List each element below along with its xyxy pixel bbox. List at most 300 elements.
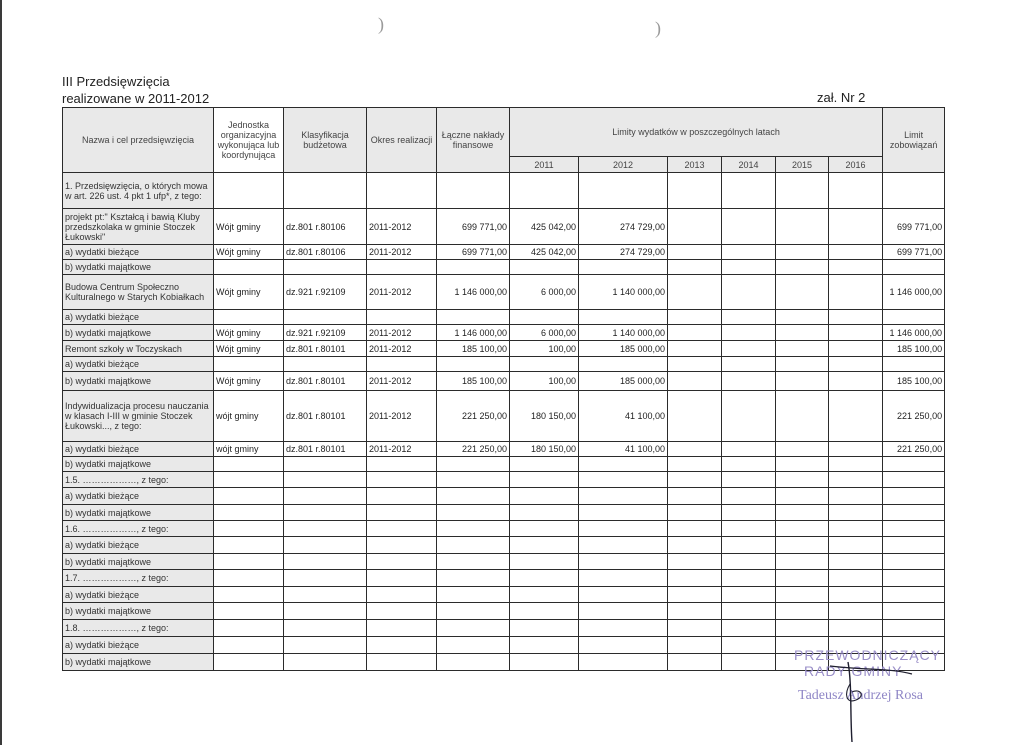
row-classification xyxy=(284,537,367,554)
row-period: 2011-2012 xyxy=(367,209,437,245)
row-classification xyxy=(284,570,367,587)
row-classification xyxy=(284,505,367,521)
row-name: b) wydatki majątkowe xyxy=(63,603,214,620)
row-limit-2016 xyxy=(829,570,883,587)
row-limit-2014 xyxy=(722,457,776,472)
row-unit xyxy=(214,620,284,637)
row-total xyxy=(437,260,510,275)
row-total xyxy=(437,620,510,637)
row-period: 2011-2012 xyxy=(367,341,437,357)
row-limit-2012: 274 729,00 xyxy=(579,245,668,260)
row-name: 1.8. ………………, z tego: xyxy=(63,620,214,637)
col-header-period: Okres realizacji xyxy=(367,108,437,173)
row-commitment: 1 146 000,00 xyxy=(883,275,945,310)
table-body xyxy=(63,173,945,671)
row-limit-2016 xyxy=(829,310,883,325)
row-classification xyxy=(284,637,367,654)
row-limit-2012 xyxy=(579,310,668,325)
attachment-number: zał. Nr 2 xyxy=(817,90,866,105)
row-total: 1 146 000,00 xyxy=(437,325,510,341)
row-limit-2011 xyxy=(510,457,579,472)
row-limit-2016 xyxy=(829,488,883,505)
row-classification xyxy=(284,587,367,603)
row-limit-2011 xyxy=(510,554,579,570)
row-period xyxy=(367,620,437,637)
table-row xyxy=(63,488,945,505)
row-limit-2011: 180 150,00 xyxy=(510,442,579,457)
row-period xyxy=(367,472,437,488)
row-unit xyxy=(214,603,284,620)
row-commitment xyxy=(883,310,945,325)
table-row xyxy=(63,341,945,357)
row-unit xyxy=(214,570,284,587)
row-total xyxy=(437,554,510,570)
row-limit-2015 xyxy=(776,488,829,505)
row-limit-2013 xyxy=(668,325,722,341)
row-limit-2011 xyxy=(510,472,579,488)
row-name: a) wydatki bieżące xyxy=(63,245,214,260)
row-limit-2015 xyxy=(776,357,829,372)
col-header-name: Nazwa i cel przedsięwzięcia xyxy=(63,108,214,173)
row-limit-2016 xyxy=(829,537,883,554)
row-limit-2015 xyxy=(776,442,829,457)
row-limit-2014 xyxy=(722,260,776,275)
row-limit-2014 xyxy=(722,554,776,570)
row-unit xyxy=(214,587,284,603)
row-limit-2011: 180 150,00 xyxy=(510,391,579,442)
row-limit-2013 xyxy=(668,488,722,505)
row-total xyxy=(437,310,510,325)
row-limit-2012 xyxy=(579,570,668,587)
row-limit-2015 xyxy=(776,521,829,537)
row-classification xyxy=(284,620,367,637)
row-limit-2016 xyxy=(829,275,883,310)
table-row xyxy=(63,554,945,570)
row-limit-2012 xyxy=(579,603,668,620)
row-unit xyxy=(214,637,284,654)
row-total xyxy=(437,521,510,537)
table-row xyxy=(63,620,945,637)
row-limit-2011: 425 042,00 xyxy=(510,209,579,245)
row-limit-2011 xyxy=(510,654,579,671)
row-limit-2013 xyxy=(668,521,722,537)
row-limit-2015 xyxy=(776,173,829,209)
row-limit-2012 xyxy=(579,173,668,209)
table-row xyxy=(63,521,945,537)
row-period xyxy=(367,505,437,521)
row-limit-2015 xyxy=(776,537,829,554)
row-limit-2014 xyxy=(722,570,776,587)
row-limit-2016 xyxy=(829,505,883,521)
row-commitment xyxy=(883,260,945,275)
year-header: 2015 xyxy=(776,157,829,173)
row-limit-2015 xyxy=(776,341,829,357)
row-period xyxy=(367,173,437,209)
row-limit-2014 xyxy=(722,310,776,325)
row-classification: dz.801 r.80101 xyxy=(284,341,367,357)
row-period xyxy=(367,587,437,603)
row-name: 1.7. ………………, z tego: xyxy=(63,570,214,587)
row-period xyxy=(367,310,437,325)
row-period xyxy=(367,654,437,671)
row-classification xyxy=(284,457,367,472)
row-limit-2011 xyxy=(510,637,579,654)
row-name: a) wydatki bieżące xyxy=(63,357,214,372)
row-limit-2013 xyxy=(668,245,722,260)
row-period: 2011-2012 xyxy=(367,372,437,391)
row-limit-2016 xyxy=(829,325,883,341)
row-commitment xyxy=(883,554,945,570)
row-commitment xyxy=(883,521,945,537)
scan-mark: ) xyxy=(378,14,384,34)
row-name: b) wydatki majątkowe xyxy=(63,505,214,521)
row-commitment xyxy=(883,537,945,554)
row-limit-2016 xyxy=(829,620,883,637)
row-limit-2015 xyxy=(776,260,829,275)
row-limit-2013 xyxy=(668,472,722,488)
row-limit-2014 xyxy=(722,325,776,341)
row-limit-2015 xyxy=(776,275,829,310)
table-row xyxy=(63,245,945,260)
row-period xyxy=(367,260,437,275)
row-limit-2011: 6 000,00 xyxy=(510,325,579,341)
row-limit-2011 xyxy=(510,587,579,603)
row-name: a) wydatki bieżące xyxy=(63,442,214,457)
row-commitment xyxy=(883,570,945,587)
table-row xyxy=(63,587,945,603)
row-limit-2012 xyxy=(579,505,668,521)
row-period: 2011-2012 xyxy=(367,275,437,310)
row-classification xyxy=(284,654,367,671)
row-limit-2012 xyxy=(579,457,668,472)
row-unit xyxy=(214,173,284,209)
table-row xyxy=(63,442,945,457)
row-total xyxy=(437,587,510,603)
row-limit-2015 xyxy=(776,472,829,488)
row-name: Remont szkoły w Toczyskach xyxy=(63,341,214,357)
table-row xyxy=(63,505,945,521)
row-commitment xyxy=(883,505,945,521)
row-limit-2015 xyxy=(776,620,829,637)
row-limit-2013 xyxy=(668,391,722,442)
row-total: 221 250,00 xyxy=(437,442,510,457)
row-unit: Wójt gminy xyxy=(214,209,284,245)
table-row xyxy=(63,603,945,620)
row-unit xyxy=(214,472,284,488)
row-limit-2014 xyxy=(722,275,776,310)
title-line-1: III Przedsięwzięcia xyxy=(62,74,170,89)
row-unit xyxy=(214,457,284,472)
row-limit-2012 xyxy=(579,654,668,671)
row-limit-2016 xyxy=(829,341,883,357)
row-period xyxy=(367,521,437,537)
row-limit-2013 xyxy=(668,209,722,245)
row-commitment: 1 146 000,00 xyxy=(883,325,945,341)
row-period xyxy=(367,570,437,587)
table-row xyxy=(63,537,945,554)
row-commitment xyxy=(883,457,945,472)
row-name: Budowa Centrum Społeczno Kulturalnego w Starych Kobiałkach xyxy=(63,275,214,310)
row-name: a) wydatki bieżące xyxy=(63,310,214,325)
row-classification xyxy=(284,603,367,620)
col-header-limits: Limity wydatków w poszczególnych latach xyxy=(510,108,883,157)
row-limit-2014 xyxy=(722,472,776,488)
row-limit-2011 xyxy=(510,357,579,372)
row-limit-2013 xyxy=(668,442,722,457)
scan-edge xyxy=(0,0,2,745)
row-limit-2016 xyxy=(829,209,883,245)
row-limit-2016 xyxy=(829,587,883,603)
row-limit-2014 xyxy=(722,637,776,654)
row-name: 1.6. ………………, z tego: xyxy=(63,521,214,537)
scan-mark: ) xyxy=(655,18,661,38)
row-unit xyxy=(214,505,284,521)
council-chairman-stamp xyxy=(790,644,950,744)
row-unit: Wójt gminy xyxy=(214,325,284,341)
row-limit-2011: 425 042,00 xyxy=(510,245,579,260)
row-classification: dz.921 r.92109 xyxy=(284,275,367,310)
row-limit-2012 xyxy=(579,357,668,372)
row-unit xyxy=(214,654,284,671)
row-unit: Wójt gminy xyxy=(214,275,284,310)
row-classification xyxy=(284,488,367,505)
stamp-council: RADY GMINY xyxy=(804,663,903,679)
row-period xyxy=(367,603,437,620)
row-name: b) wydatki majątkowe xyxy=(63,260,214,275)
table-row xyxy=(63,372,945,391)
row-limit-2011 xyxy=(510,537,579,554)
row-limit-2014 xyxy=(722,173,776,209)
row-classification xyxy=(284,310,367,325)
row-unit: Wójt gminy xyxy=(214,245,284,260)
row-name: b) wydatki majątkowe xyxy=(63,654,214,671)
row-limit-2016 xyxy=(829,554,883,570)
row-name: a) wydatki bieżące xyxy=(63,637,214,654)
row-limit-2012: 185 000,00 xyxy=(579,341,668,357)
row-limit-2011 xyxy=(510,570,579,587)
row-total xyxy=(437,457,510,472)
row-name: Indywidualizacja procesu nauczania w klasach I-III w gminie Stoczek Łukowski..., z tego: xyxy=(63,391,214,442)
row-limit-2015 xyxy=(776,245,829,260)
row-classification xyxy=(284,173,367,209)
row-limit-2011: 100,00 xyxy=(510,372,579,391)
row-total xyxy=(437,570,510,587)
row-total xyxy=(437,603,510,620)
row-period xyxy=(367,357,437,372)
row-limit-2013 xyxy=(668,341,722,357)
row-name: b) wydatki majątkowe xyxy=(63,372,214,391)
row-limit-2015 xyxy=(776,554,829,570)
row-classification xyxy=(284,472,367,488)
row-limit-2012: 41 100,00 xyxy=(579,391,668,442)
row-limit-2013 xyxy=(668,275,722,310)
row-unit: Wójt gminy xyxy=(214,372,284,391)
row-limit-2014 xyxy=(722,537,776,554)
row-limit-2015 xyxy=(776,505,829,521)
row-limit-2015 xyxy=(776,603,829,620)
row-limit-2013 xyxy=(668,310,722,325)
row-limit-2012 xyxy=(579,537,668,554)
row-limit-2014 xyxy=(722,341,776,357)
row-limit-2016 xyxy=(829,457,883,472)
row-period xyxy=(367,488,437,505)
col-header-commitment: Limit zobowiązań xyxy=(883,108,945,173)
row-limit-2013 xyxy=(668,620,722,637)
row-limit-2014 xyxy=(722,209,776,245)
row-total: 699 771,00 xyxy=(437,209,510,245)
row-limit-2011 xyxy=(510,310,579,325)
table-row xyxy=(63,357,945,372)
row-limit-2011: 100,00 xyxy=(510,341,579,357)
row-classification: dz.801 r.80101 xyxy=(284,442,367,457)
row-limit-2011 xyxy=(510,173,579,209)
row-total xyxy=(437,654,510,671)
row-commitment: 221 250,00 xyxy=(883,442,945,457)
row-classification: dz.921 r.92109 xyxy=(284,325,367,341)
row-limit-2014 xyxy=(722,488,776,505)
row-total xyxy=(437,472,510,488)
row-commitment xyxy=(883,488,945,505)
row-total xyxy=(437,537,510,554)
row-classification: dz.801 r.80106 xyxy=(284,245,367,260)
row-limit-2014 xyxy=(722,442,776,457)
row-total xyxy=(437,173,510,209)
year-header: 2011 xyxy=(510,157,579,173)
stamp-signatory: Tadeusz Andrzej Rosa xyxy=(798,688,923,703)
row-limit-2013 xyxy=(668,587,722,603)
row-limit-2016 xyxy=(829,173,883,209)
title-line-2: realizowane w 2011-2012 xyxy=(62,91,210,106)
year-header: 2013 xyxy=(668,157,722,173)
col-header-total: Łączne nakłady finansowe xyxy=(437,108,510,173)
row-limit-2013 xyxy=(668,357,722,372)
row-limit-2011 xyxy=(510,603,579,620)
table-header xyxy=(63,108,945,173)
row-limit-2012: 274 729,00 xyxy=(579,209,668,245)
year-header: 2014 xyxy=(722,157,776,173)
row-unit xyxy=(214,537,284,554)
row-limit-2014 xyxy=(722,654,776,671)
row-limit-2016 xyxy=(829,603,883,620)
row-commitment: 699 771,00 xyxy=(883,209,945,245)
col-header-unit: Jednostka organizacyjna wykonująca lub koordynująca xyxy=(214,108,284,173)
row-limit-2011 xyxy=(510,620,579,637)
row-unit xyxy=(214,521,284,537)
row-commitment: 185 100,00 xyxy=(883,372,945,391)
row-period: 2011-2012 xyxy=(367,245,437,260)
row-limit-2014 xyxy=(722,603,776,620)
row-commitment xyxy=(883,173,945,209)
row-limit-2013 xyxy=(668,173,722,209)
row-name: 1.5. ………………, z tego: xyxy=(63,472,214,488)
row-limit-2015 xyxy=(776,310,829,325)
row-limit-2012 xyxy=(579,488,668,505)
row-limit-2012 xyxy=(579,637,668,654)
row-limit-2014 xyxy=(722,372,776,391)
row-classification xyxy=(284,554,367,570)
row-limit-2011 xyxy=(510,505,579,521)
table-row xyxy=(63,472,945,488)
row-limit-2015 xyxy=(776,570,829,587)
row-limit-2013 xyxy=(668,554,722,570)
row-limit-2013 xyxy=(668,654,722,671)
row-limit-2012: 1 140 000,00 xyxy=(579,275,668,310)
row-limit-2014 xyxy=(722,391,776,442)
row-total: 1 146 000,00 xyxy=(437,275,510,310)
row-classification: dz.801 r.80101 xyxy=(284,391,367,442)
row-limit-2012 xyxy=(579,521,668,537)
row-limit-2016 xyxy=(829,372,883,391)
row-period: 2011-2012 xyxy=(367,325,437,341)
row-period: 2011-2012 xyxy=(367,391,437,442)
row-period xyxy=(367,637,437,654)
row-commitment xyxy=(883,357,945,372)
row-limit-2012 xyxy=(579,554,668,570)
document-heading xyxy=(62,73,209,107)
row-unit xyxy=(214,260,284,275)
row-limit-2013 xyxy=(668,637,722,654)
col-header-classification: Klasyfikacja budżetowa xyxy=(284,108,367,173)
row-unit xyxy=(214,357,284,372)
row-total xyxy=(437,488,510,505)
row-limit-2012: 41 100,00 xyxy=(579,442,668,457)
row-limit-2013 xyxy=(668,260,722,275)
row-limit-2012 xyxy=(579,620,668,637)
row-limit-2013 xyxy=(668,457,722,472)
row-commitment: 699 771,00 xyxy=(883,245,945,260)
row-commitment: 221 250,00 xyxy=(883,391,945,442)
row-name: projekt pt:" Kształcą i bawią Kluby przedszkolaka w gminie Stoczek Łukowski" xyxy=(63,209,214,245)
row-limit-2012 xyxy=(579,472,668,488)
row-limit-2015 xyxy=(776,372,829,391)
row-limit-2015 xyxy=(776,391,829,442)
row-limit-2011: 6 000,00 xyxy=(510,275,579,310)
row-limit-2014 xyxy=(722,357,776,372)
row-unit xyxy=(214,310,284,325)
row-name: b) wydatki majątkowe xyxy=(63,457,214,472)
row-limit-2015 xyxy=(776,587,829,603)
row-commitment: 185 100,00 xyxy=(883,341,945,357)
table-row xyxy=(63,209,945,245)
stamp-title: PRZEWODNICZĄCY xyxy=(794,647,941,663)
row-limit-2011 xyxy=(510,521,579,537)
table-row xyxy=(63,457,945,472)
row-classification: dz.801 r.80101 xyxy=(284,372,367,391)
row-classification xyxy=(284,521,367,537)
row-unit xyxy=(214,554,284,570)
row-unit: wójt gminy xyxy=(214,391,284,442)
row-commitment xyxy=(883,587,945,603)
row-limit-2016 xyxy=(829,245,883,260)
row-limit-2016 xyxy=(829,260,883,275)
row-total: 185 100,00 xyxy=(437,341,510,357)
row-limit-2013 xyxy=(668,505,722,521)
row-limit-2014 xyxy=(722,587,776,603)
row-limit-2014 xyxy=(722,521,776,537)
row-limit-2015 xyxy=(776,209,829,245)
year-header: 2016 xyxy=(829,157,883,173)
row-name: b) wydatki majątkowe xyxy=(63,325,214,341)
table-row xyxy=(63,570,945,587)
row-total xyxy=(437,357,510,372)
row-classification xyxy=(284,260,367,275)
row-total: 185 100,00 xyxy=(437,372,510,391)
row-commitment xyxy=(883,620,945,637)
row-name: a) wydatki bieżące xyxy=(63,587,214,603)
row-name: a) wydatki bieżące xyxy=(63,488,214,505)
row-classification: dz.801 r.80106 xyxy=(284,209,367,245)
table-row xyxy=(63,260,945,275)
